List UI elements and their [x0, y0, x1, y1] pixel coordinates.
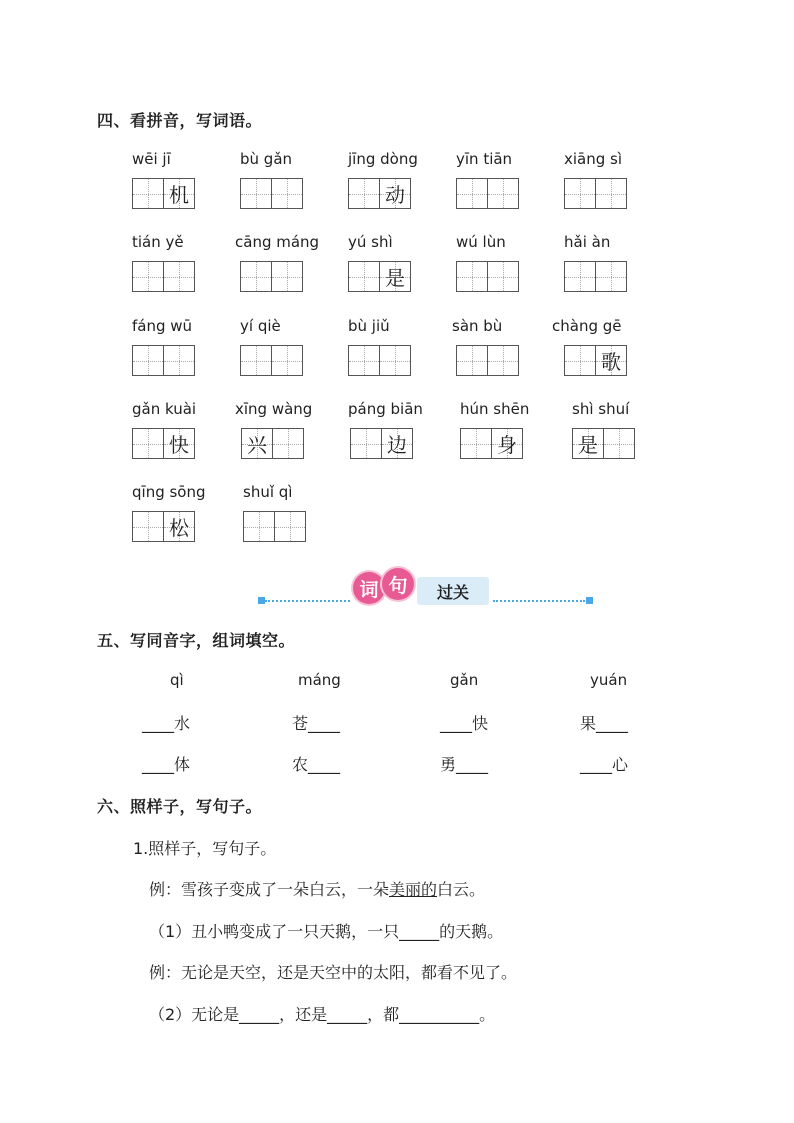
- char-box[interactable]: [241, 428, 273, 459]
- char-box[interactable]: [595, 261, 627, 292]
- char-box[interactable]: [132, 511, 164, 542]
- char-box[interactable]: [348, 261, 380, 292]
- char-box[interactable]: [595, 178, 627, 209]
- s5-blank-1-2[interactable]: 苍____: [292, 714, 341, 733]
- char-box[interactable]: [350, 428, 382, 459]
- char-box[interactable]: [240, 345, 272, 376]
- writing-boxes: [456, 178, 518, 209]
- pinyin-label: wēi jī: [132, 150, 171, 168]
- char-box[interactable]: [240, 178, 272, 209]
- char-box[interactable]: [595, 345, 627, 376]
- pinyin-item: [235, 400, 312, 459]
- pinyin-label: tián yě: [132, 233, 184, 251]
- s6-question1[interactable]: （1）丑小鸭变成了一只天鹅，一只_____的天鹅。: [149, 922, 504, 941]
- pinyin-item: [348, 150, 418, 209]
- writing-boxes: [564, 345, 626, 376]
- writing-boxes: [132, 511, 206, 542]
- pinyin-item: [348, 400, 423, 459]
- char-box[interactable]: [487, 178, 519, 209]
- pinyin-label: páng biān: [348, 400, 423, 418]
- char-box-text: 松: [169, 516, 189, 540]
- s5-blank-2-3[interactable]: 勇____: [440, 755, 489, 774]
- s5-pinyin-4: yuán: [590, 671, 628, 689]
- banner-label: 过关: [417, 577, 489, 605]
- char-box[interactable]: [381, 428, 413, 459]
- pinyin-label: fáng wū: [132, 317, 193, 335]
- pinyin-label: bù gǎn: [240, 150, 293, 168]
- s5-blank-2-1[interactable]: ____体: [142, 755, 191, 774]
- char-box-text: 歌: [601, 350, 621, 374]
- banner-right-line: [493, 600, 585, 602]
- char-box[interactable]: [487, 261, 519, 292]
- writing-boxes: [132, 345, 194, 376]
- writing-boxes: [564, 261, 626, 292]
- pinyin-label: yú shì: [348, 233, 393, 251]
- char-box[interactable]: [564, 178, 596, 209]
- char-box[interactable]: [132, 428, 164, 459]
- pinyin-label: shì shuí: [572, 400, 630, 418]
- char-box-text: 是: [578, 433, 598, 457]
- pinyin-item: [572, 400, 634, 459]
- char-box[interactable]: [163, 345, 195, 376]
- banner-char-ci: 词: [353, 572, 385, 604]
- char-box[interactable]: [491, 428, 523, 459]
- pinyin-label: hún shēn: [460, 400, 530, 418]
- s5-blank-2-2[interactable]: 农____: [292, 755, 341, 774]
- pinyin-item: [132, 400, 196, 459]
- pinyin-label: gǎn kuài: [132, 400, 197, 418]
- pinyin-label: sàn bù: [452, 317, 503, 335]
- char-box[interactable]: [163, 261, 195, 292]
- section6-title: 六、照样子，写句子。: [97, 797, 263, 816]
- pinyin-label: chàng gē: [552, 317, 622, 335]
- s5-pinyin-1: qì: [170, 671, 184, 689]
- pinyin-item: [564, 150, 626, 209]
- pinyin-item: [452, 317, 518, 376]
- char-box[interactable]: [163, 428, 195, 459]
- writing-boxes: [240, 345, 302, 376]
- s5-blank-1-1[interactable]: ____水: [142, 714, 191, 733]
- writing-boxes: [132, 428, 196, 459]
- writing-boxes: [132, 261, 194, 292]
- writing-boxes: [350, 428, 423, 459]
- pinyin-label: qīng sōng: [132, 483, 206, 501]
- pinyin-item: [240, 150, 302, 209]
- char-box[interactable]: [379, 345, 411, 376]
- pinyin-item: [235, 233, 319, 292]
- banner-char-ju: 句: [382, 568, 414, 600]
- pinyin-label: jīng dòng: [348, 150, 418, 168]
- char-box[interactable]: [272, 428, 304, 459]
- pinyin-item: [456, 150, 518, 209]
- pinyin-item: [240, 317, 302, 376]
- char-box[interactable]: [163, 511, 195, 542]
- pinyin-item: [132, 317, 194, 376]
- char-box[interactable]: [564, 345, 596, 376]
- char-box[interactable]: [564, 261, 596, 292]
- writing-boxes: [456, 345, 518, 376]
- char-box-text: 兴: [247, 433, 267, 457]
- char-box[interactable]: [132, 178, 164, 209]
- char-box[interactable]: [271, 261, 303, 292]
- char-box[interactable]: [271, 178, 303, 209]
- s5-pinyin-2: máng: [298, 671, 341, 689]
- char-box[interactable]: [379, 178, 411, 209]
- char-box[interactable]: [240, 261, 272, 292]
- pinyin-label: bù jiǔ: [348, 317, 390, 335]
- pinyin-item: [460, 400, 529, 459]
- pinyin-item: [348, 233, 410, 292]
- writing-boxes: [572, 428, 634, 459]
- writing-boxes: [348, 261, 410, 292]
- section5-title: 五、写同音字，组词填空。: [97, 631, 296, 650]
- char-box[interactable]: [348, 178, 380, 209]
- writing-boxes: [243, 511, 305, 542]
- writing-boxes: [564, 178, 626, 209]
- writing-boxes: [240, 261, 319, 292]
- writing-boxes: [240, 178, 302, 209]
- s5-blank-2-4[interactable]: ____心: [580, 755, 629, 774]
- char-box-text: 身: [497, 433, 517, 457]
- banner-left-line: [265, 600, 350, 602]
- s6-example2: 例：无论是天空，还是天空中的太阳，都看不见了。: [149, 963, 518, 982]
- char-box-text: 动: [385, 183, 405, 207]
- writing-boxes: [348, 178, 418, 209]
- pinyin-item: [243, 483, 305, 542]
- char-box[interactable]: [456, 178, 488, 209]
- char-box[interactable]: [274, 511, 306, 542]
- char-box[interactable]: [572, 428, 604, 459]
- pinyin-label: yí qiè: [240, 317, 281, 335]
- char-box[interactable]: [603, 428, 635, 459]
- s6-example1: [149, 877, 485, 900]
- s5-blank-1-3[interactable]: ____快: [440, 714, 489, 733]
- s5-pinyin-3: gǎn: [450, 671, 479, 689]
- pinyin-label: wú lùn: [456, 233, 506, 251]
- banner-left-square: [258, 597, 265, 604]
- char-box[interactable]: [379, 261, 411, 292]
- pinyin-item: [132, 483, 206, 542]
- pinyin-item: [456, 233, 518, 292]
- s6-ex1-post: 白云。: [437, 880, 486, 899]
- char-box[interactable]: [271, 345, 303, 376]
- pinyin-label: xiāng sì: [564, 150, 623, 168]
- char-box-text: 边: [387, 433, 407, 457]
- char-box[interactable]: [460, 428, 492, 459]
- pinyin-label: yīn tiān: [456, 150, 513, 168]
- char-box[interactable]: [348, 345, 380, 376]
- char-box-text: 机: [169, 183, 189, 207]
- writing-boxes: [460, 428, 529, 459]
- s6-question2[interactable]: （2）无论是_____，还是_____，都__________。: [149, 1005, 496, 1024]
- char-box[interactable]: [487, 345, 519, 376]
- char-box[interactable]: [132, 261, 164, 292]
- pinyin-item: [132, 150, 194, 209]
- char-box[interactable]: [243, 511, 275, 542]
- s5-blank-1-4[interactable]: 果____: [580, 714, 629, 733]
- char-box[interactable]: [456, 345, 488, 376]
- section4-title: 四、看拼音，写词语。: [97, 111, 263, 130]
- s6-ex1-underlined: 美丽的: [389, 880, 438, 899]
- pinyin-item: [552, 317, 626, 376]
- pinyin-label: shuǐ qì: [243, 483, 293, 501]
- char-box[interactable]: [456, 261, 488, 292]
- writing-boxes: [348, 345, 410, 376]
- banner-right-square: [586, 597, 593, 604]
- char-box-text: 快: [169, 433, 189, 457]
- pinyin-item: [348, 317, 410, 376]
- pinyin-label: cāng máng: [235, 233, 320, 251]
- writing-boxes: [456, 261, 518, 292]
- pinyin-label: xīng wàng: [235, 400, 313, 418]
- char-box-text: 是: [385, 266, 405, 290]
- char-box[interactable]: [163, 178, 195, 209]
- writing-boxes: [241, 428, 312, 459]
- s6-sub1: 1.照样子，写句子。: [133, 839, 277, 858]
- pinyin-label: hǎi àn: [564, 233, 611, 251]
- writing-boxes: [132, 178, 194, 209]
- char-box[interactable]: [132, 345, 164, 376]
- pinyin-item: [564, 233, 626, 292]
- pinyin-item: [132, 233, 194, 292]
- s6-ex1-pre: 例：雪孩子变成了一朵白云，一朵: [149, 880, 390, 899]
